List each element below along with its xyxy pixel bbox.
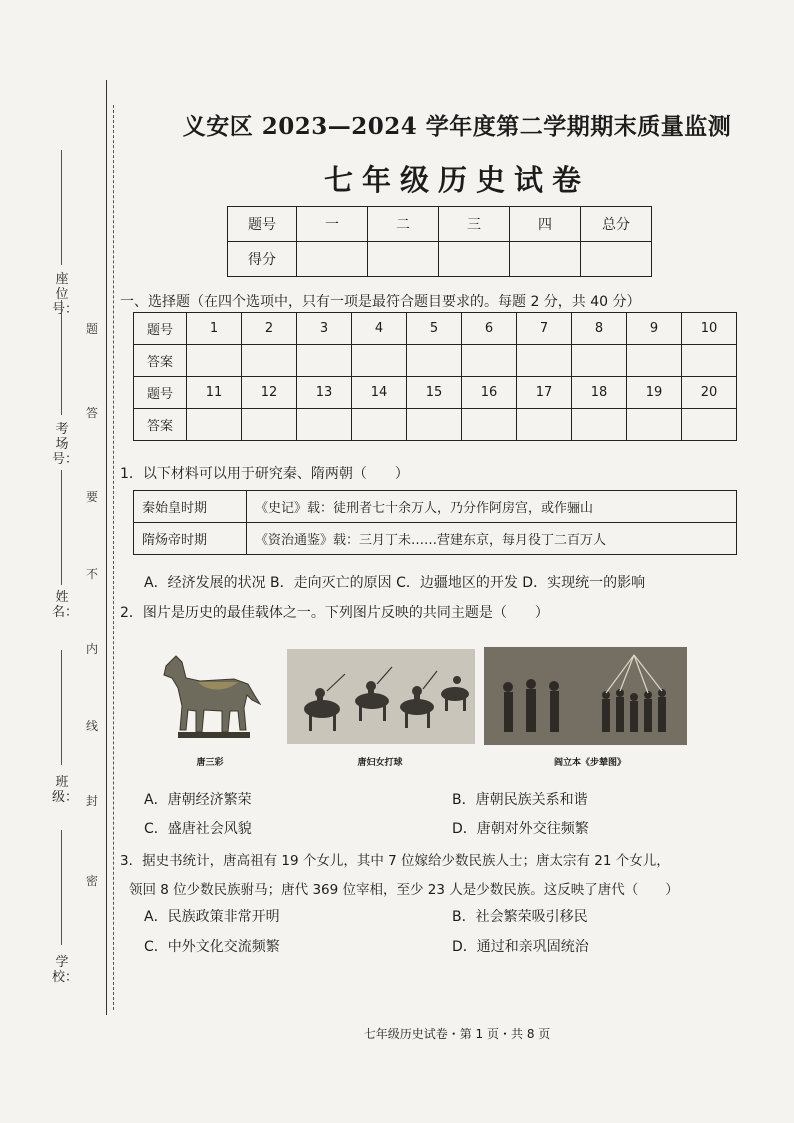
answer-cell[interactable] xyxy=(187,409,242,441)
q3-stem-line2: 领回 8 位少数民族驸马；唐代 369 位宰相，至少 23 人是少数民族。这反映了唐代（ ） xyxy=(129,882,679,898)
tang-sancai-horse-image xyxy=(152,648,267,743)
answer-cell[interactable] xyxy=(462,409,517,441)
score-cell[interactable] xyxy=(510,242,581,277)
score-table xyxy=(227,206,652,277)
score-cell[interactable] xyxy=(297,242,368,277)
answer-cell[interactable] xyxy=(517,409,572,441)
answer-cell[interactable] xyxy=(407,409,462,441)
q1-material-row xyxy=(134,491,737,523)
seal-char: 题 xyxy=(85,322,98,336)
qnum-cell: 7 xyxy=(517,313,572,345)
seal-char: 线 xyxy=(85,719,98,733)
answer-cell[interactable] xyxy=(572,409,627,441)
qnum-label: 题号 xyxy=(134,377,187,409)
q1-material-table xyxy=(133,490,737,555)
answer-cell[interactable] xyxy=(627,409,682,441)
q2-option-b: B．唐朝民族关系和谐 xyxy=(452,792,588,808)
binding-line-dashed xyxy=(113,105,114,1010)
answer-cell[interactable] xyxy=(242,345,297,377)
score-table-header-row xyxy=(228,207,652,242)
seal-char: 要 xyxy=(85,490,98,504)
caption-bunian-tu: 阎立本《步辇图》 xyxy=(553,758,626,768)
q2-option-a: A．唐朝经济繁荣 xyxy=(144,792,252,808)
qnum-cell: 6 xyxy=(462,313,517,345)
seal-char: 内 xyxy=(85,642,98,656)
answer-grid-answer-row xyxy=(134,409,737,441)
answer-cell[interactable] xyxy=(352,409,407,441)
q2-stem: 2．图片是历史的最佳载体之一。下列图片反映的共同主题是（ ） xyxy=(120,605,549,621)
seal-char: 不 xyxy=(85,567,98,581)
qnum-cell: 20 xyxy=(682,377,737,409)
score-cell[interactable] xyxy=(581,242,652,277)
seat-field[interactable] xyxy=(61,150,62,265)
page-footer: 七年级历史试卷・第 1 页・共 8 页 xyxy=(363,1027,551,1041)
caption-tang-sancai: 唐三彩 xyxy=(196,758,224,768)
q1-period: 隋炀帝时期 xyxy=(134,523,247,555)
answer-cell[interactable] xyxy=(297,409,352,441)
name-field[interactable] xyxy=(61,470,62,585)
qnum-cell: 11 xyxy=(187,377,242,409)
seat-label: 座位号： xyxy=(52,272,79,317)
q3-option-c: C．中外文化交流频繁 xyxy=(144,939,280,955)
score-header-cell: 三 xyxy=(439,207,510,242)
qnum-label: 题号 xyxy=(134,313,187,345)
score-header-cell: 四 xyxy=(510,207,581,242)
qnum-cell: 17 xyxy=(517,377,572,409)
qnum-cell: 16 xyxy=(462,377,517,409)
bunian-tu-image xyxy=(484,647,687,745)
q1-period: 秦始皇时期 xyxy=(134,491,247,523)
qnum-cell: 19 xyxy=(627,377,682,409)
q3-option-b: B．社会繁荣吸引移民 xyxy=(452,909,588,925)
answer-cell[interactable] xyxy=(187,345,242,377)
answer-cell[interactable] xyxy=(682,345,737,377)
q2-option-c: C．盛唐社会风貌 xyxy=(144,821,252,837)
q3-option-a: A．民族政策非常开明 xyxy=(144,909,280,925)
answer-grid-qnum-row xyxy=(134,377,737,409)
score-header-cell: 一 xyxy=(297,207,368,242)
answer-cell[interactable] xyxy=(352,345,407,377)
q1-material-row xyxy=(134,523,737,555)
score-label: 得分 xyxy=(228,242,297,277)
qnum-cell: 9 xyxy=(627,313,682,345)
answer-cell[interactable] xyxy=(517,345,572,377)
exam-title: 义安区 2023—2024 学年度第二学期期末质量监测 xyxy=(182,113,732,140)
q3-option-d: D．通过和亲巩固统治 xyxy=(452,939,589,955)
score-cell[interactable] xyxy=(368,242,439,277)
q1-options: A．经济发展的状况 B．走向灭亡的原因 C．边疆地区的开发 D．实现统一的影响 xyxy=(144,575,646,591)
answer-cell[interactable] xyxy=(407,345,462,377)
seal-char: 答 xyxy=(85,406,98,420)
score-header-cell: 总分 xyxy=(581,207,652,242)
qnum-cell: 15 xyxy=(407,377,462,409)
qnum-cell: 4 xyxy=(352,313,407,345)
exam-subtitle: 七年级历史试卷 xyxy=(323,163,590,197)
qnum-cell: 10 xyxy=(682,313,737,345)
school-label: 学校： xyxy=(52,955,79,985)
qnum-cell: 14 xyxy=(352,377,407,409)
q3-stem-line1: 3．据史书统计，唐高祖有 19 个女儿，其中 7 位嫁给少数民族人士；唐太宗有 21 个女儿， xyxy=(120,853,670,869)
qnum-cell: 8 xyxy=(572,313,627,345)
answer-cell[interactable] xyxy=(462,345,517,377)
answer-cell[interactable] xyxy=(572,345,627,377)
name-label: 姓名： xyxy=(52,590,79,620)
school-field[interactable] xyxy=(61,830,62,945)
exam-room-field[interactable] xyxy=(61,300,62,415)
qnum-cell: 2 xyxy=(242,313,297,345)
qnum-cell: 18 xyxy=(572,377,627,409)
answer-cell[interactable] xyxy=(627,345,682,377)
polo-painting-image xyxy=(287,649,475,744)
answer-cell[interactable] xyxy=(242,409,297,441)
answer-cell[interactable] xyxy=(682,409,737,441)
qnum-cell: 12 xyxy=(242,377,297,409)
answer-label: 答案 xyxy=(134,345,187,377)
caption-polo: 唐妇女打球 xyxy=(357,758,403,768)
score-cell[interactable] xyxy=(439,242,510,277)
seal-char: 封 xyxy=(85,794,98,808)
q1-stem: 1．以下材料可以用于研究秦、隋两朝（ ） xyxy=(120,466,409,482)
qnum-cell: 3 xyxy=(297,313,352,345)
answer-label: 答案 xyxy=(134,409,187,441)
qnum-cell: 13 xyxy=(297,377,352,409)
score-header-cell: 二 xyxy=(368,207,439,242)
exam-room-label: 考场号： xyxy=(52,422,79,467)
qnum-cell: 1 xyxy=(187,313,242,345)
answer-grid-qnum-row xyxy=(134,313,737,345)
binding-line-solid xyxy=(106,80,107,1015)
seal-char: 密 xyxy=(85,874,98,888)
qnum-cell: 5 xyxy=(407,313,462,345)
q1-material-text: 《资治通鉴》载：三月丁未……营建东京，每月役丁二百万人 xyxy=(247,523,737,555)
answer-grid-answer-row xyxy=(134,345,737,377)
q2-option-d: D．唐朝对外交往频繁 xyxy=(452,821,589,837)
score-header-cell: 题号 xyxy=(228,207,297,242)
section1-heading: 一、选择题（在四个选项中，只有一项是最符合题目要求的。每题 2 分，共 40 分） xyxy=(120,294,641,310)
class-label: 班级： xyxy=(52,775,79,805)
q1-material-text: 《史记》载：徒刑者七十余万人，乃分作阿房宫，或作骊山 xyxy=(247,491,737,523)
score-table-score-row xyxy=(228,242,652,277)
answer-cell[interactable] xyxy=(297,345,352,377)
class-field[interactable] xyxy=(61,650,62,765)
answer-grid xyxy=(133,312,737,441)
